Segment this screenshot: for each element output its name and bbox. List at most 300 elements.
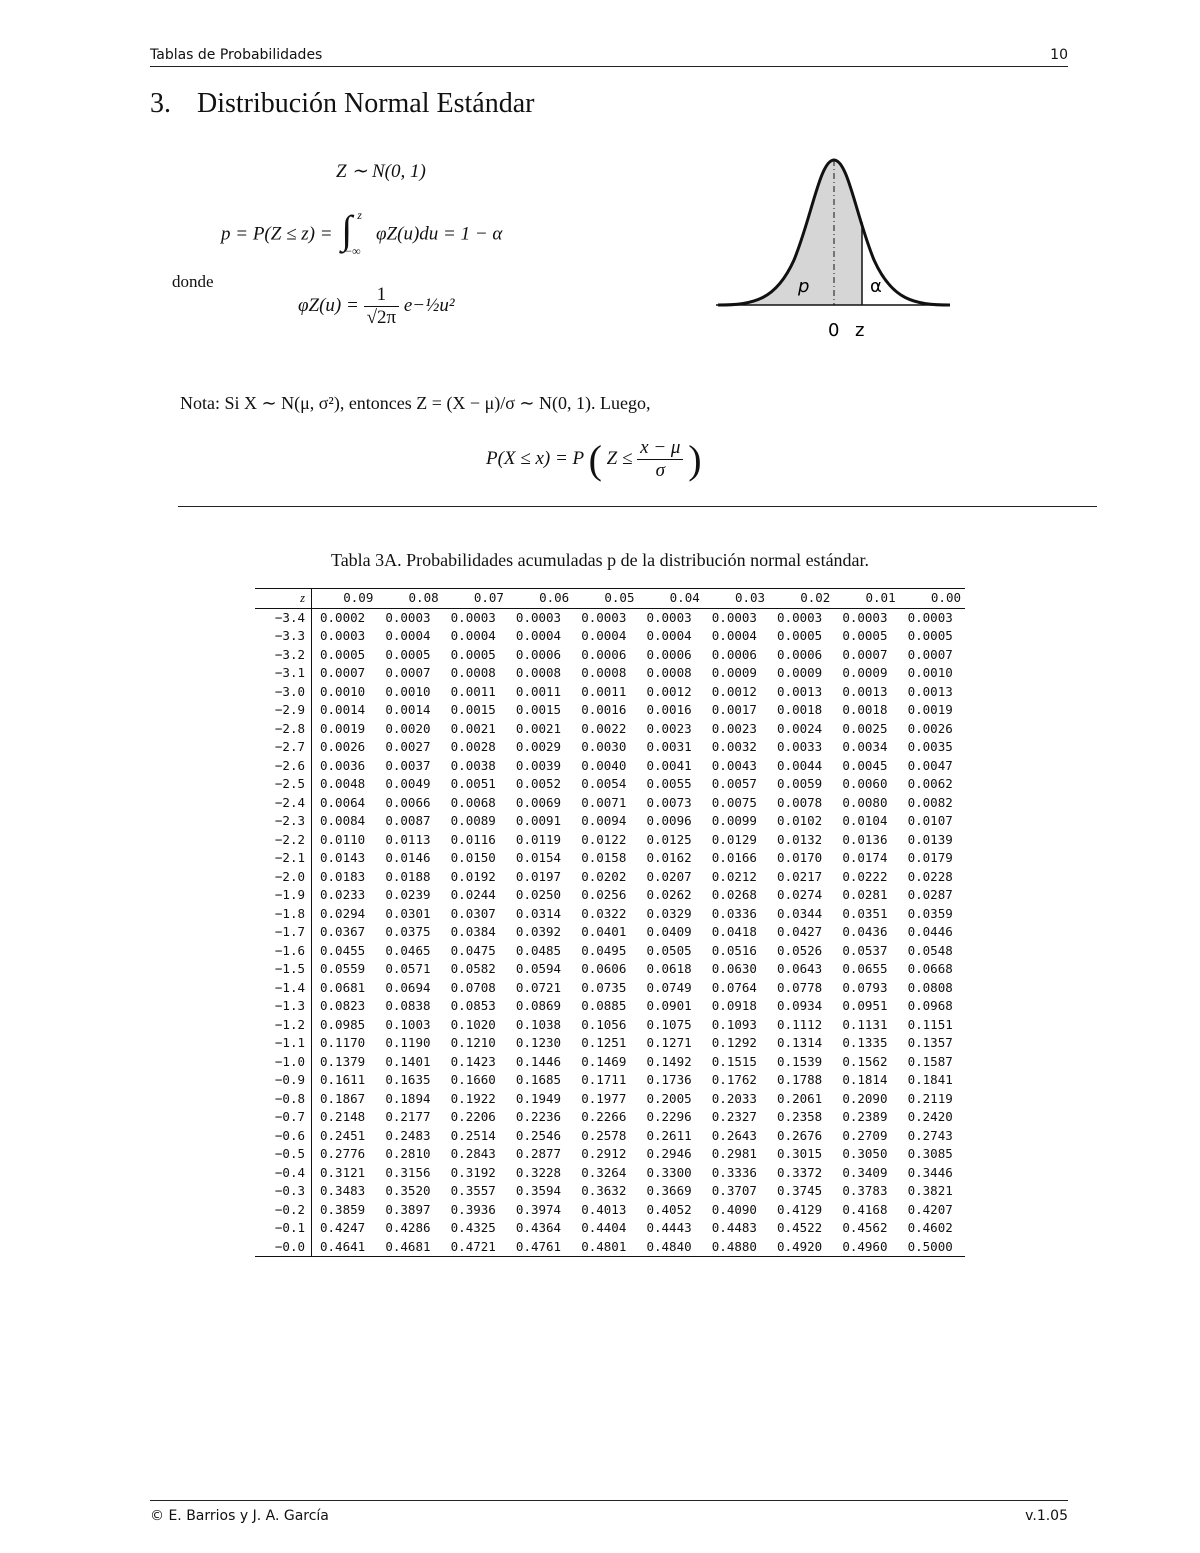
probability-cell: 0.0003 <box>450 609 496 625</box>
probability-cell: 0.0301 <box>385 905 431 921</box>
probability-cell: 0.0026 <box>907 720 953 736</box>
probability-cell: 0.1660 <box>450 1072 496 1087</box>
probability-cell: 0.0548 <box>907 942 953 958</box>
probability-cell: 0.0006 <box>777 646 823 662</box>
probability-cell: 0.0059 <box>777 776 823 791</box>
probability-cell: 0.0041 <box>646 757 692 773</box>
probability-cell: 0.0735 <box>581 979 627 995</box>
probability-cell: 0.0968 <box>907 998 953 1013</box>
label-z: z <box>855 320 865 341</box>
z-value-cell: −0.7 <box>255 1108 312 1127</box>
probability-cell: 0.3156 <box>385 1164 431 1180</box>
cdf-lhs: p = P(Z ≤ z) = <box>221 223 333 245</box>
probability-cell: 0.1075 <box>646 1016 692 1032</box>
header-col: 0.02 <box>769 589 834 609</box>
z-value-cell: −3.2 <box>255 646 312 665</box>
probability-cell: 0.0401 <box>581 924 627 939</box>
table-row <box>255 1034 965 1053</box>
table-row <box>255 1164 965 1183</box>
probability-cell: 0.0179 <box>907 850 953 865</box>
probability-cell: 0.0125 <box>646 831 692 847</box>
header-col: 0.01 <box>834 589 899 609</box>
table-row <box>255 849 965 868</box>
probability-cell: 0.0003 <box>385 609 431 625</box>
probability-cell: 0.0721 <box>515 979 562 995</box>
probability-cell: 0.0618 <box>646 961 692 976</box>
probability-cell: 0.1894 <box>385 1090 431 1106</box>
z-value-cell: −1.4 <box>255 979 312 998</box>
probability-cell: 0.4920 <box>769 1238 834 1257</box>
probability-cell: 0.0465 <box>385 942 431 958</box>
table-row <box>255 1201 965 1220</box>
probability-cell: 0.0485 <box>515 942 562 958</box>
probability-cell: 0.0084 <box>320 813 366 828</box>
probability-cell: 0.0146 <box>385 850 431 865</box>
probability-cell: 0.0202 <box>581 868 627 884</box>
shaded-area-p <box>718 160 862 305</box>
probability-cell: 0.0096 <box>646 813 692 828</box>
probability-cell: 0.0008 <box>646 665 692 680</box>
probability-cell: 0.0104 <box>842 813 888 828</box>
probability-cell: 0.0228 <box>907 868 953 884</box>
probability-cell: 0.0885 <box>581 998 627 1013</box>
std-fraction <box>637 437 683 482</box>
probability-cell: 0.1685 <box>515 1072 562 1087</box>
z-value-cell: −2.0 <box>255 868 312 887</box>
probability-cell: 0.0012 <box>711 683 757 699</box>
table-row <box>255 979 965 998</box>
probability-cell: 0.0003 <box>581 609 627 625</box>
table-row <box>255 923 965 942</box>
footer-authors: © E. Barrios y J. A. García <box>150 1508 329 1524</box>
probability-cell: 0.1423 <box>450 1053 496 1069</box>
probability-cell: 0.4168 <box>842 1201 888 1217</box>
probability-cell: 0.3520 <box>385 1183 431 1198</box>
probability-cell: 0.0823 <box>320 998 366 1013</box>
probability-cell: 0.3050 <box>842 1146 888 1161</box>
z-value-cell: −2.1 <box>255 849 312 868</box>
probability-cell: 0.0222 <box>842 868 888 884</box>
probability-cell: 0.0022 <box>581 720 627 736</box>
probability-cell: 0.2676 <box>777 1127 823 1143</box>
probability-cell: 0.0016 <box>581 702 627 717</box>
probability-cell: 0.0010 <box>385 683 431 699</box>
probability-cell: 0.0274 <box>777 887 823 902</box>
probability-cell: 0.3783 <box>842 1183 888 1198</box>
probability-cell: 0.1587 <box>907 1053 953 1069</box>
z-table <box>255 588 965 1257</box>
probability-cell: 0.0051 <box>450 776 496 791</box>
z-value-cell: −0.5 <box>255 1145 312 1164</box>
z-value-cell: −2.4 <box>255 794 312 813</box>
probability-cell: 0.0446 <box>907 924 953 939</box>
probability-cell: 0.0116 <box>450 831 496 847</box>
probability-cell: 0.0136 <box>842 831 888 847</box>
probability-cell: 0.3669 <box>646 1183 692 1198</box>
table-row <box>255 942 965 961</box>
probability-cell: 0.1635 <box>385 1072 431 1087</box>
probability-cell: 0.3264 <box>581 1164 627 1180</box>
probability-cell: 0.0089 <box>450 813 496 828</box>
z-value-cell: −3.3 <box>255 627 312 646</box>
probability-cell: 0.0392 <box>515 924 562 939</box>
probability-cell: 0.2776 <box>320 1146 366 1161</box>
probability-cell: 0.1335 <box>842 1035 888 1050</box>
probability-cell: 0.0080 <box>842 794 888 810</box>
running-header-title: Tablas de Probabilidades <box>150 47 323 63</box>
probability-cell: 0.0262 <box>646 887 692 902</box>
probability-cell: 0.0003 <box>320 628 366 643</box>
integral-lower-limit: −∞ <box>345 244 361 258</box>
probability-cell: 0.0351 <box>842 905 888 921</box>
probability-cell: 0.0901 <box>646 998 692 1013</box>
section-number: 3. <box>150 88 171 119</box>
probability-cell: 0.3372 <box>777 1164 823 1180</box>
probability-cell: 0.2709 <box>842 1127 888 1143</box>
probability-cell: 0.0197 <box>515 868 562 884</box>
probability-cell: 0.0094 <box>581 813 627 828</box>
probability-cell: 0.2389 <box>842 1109 888 1124</box>
probability-cell: 0.0119 <box>515 831 562 847</box>
z-value-cell: −1.6 <box>255 942 312 961</box>
probability-cell: 0.2061 <box>777 1090 823 1106</box>
z-value-cell: −0.2 <box>255 1201 312 1220</box>
footer-version: v.1.05 <box>1025 1508 1068 1524</box>
probability-cell: 0.0002 <box>320 609 366 625</box>
z-value-cell: −1.7 <box>255 923 312 942</box>
probability-cell: 0.0559 <box>320 961 366 976</box>
probability-cell: 0.5000 <box>900 1238 965 1257</box>
z-value-cell: −1.8 <box>255 905 312 924</box>
header-col: 0.05 <box>573 589 638 609</box>
header-rule <box>150 66 1068 67</box>
probability-cell: 0.0087 <box>385 813 431 828</box>
pdf-numerator: 1 <box>364 284 400 307</box>
probability-cell: 0.0008 <box>450 665 496 680</box>
std-inner: Z ≤ <box>606 447 633 469</box>
probability-cell: 0.0071 <box>581 794 627 810</box>
probability-cell: 0.0838 <box>385 998 431 1013</box>
probability-cell: 0.0005 <box>450 646 496 662</box>
probability-cell: 0.0024 <box>777 720 823 736</box>
probability-cell: 0.0054 <box>581 776 627 791</box>
probability-cell: 0.0049 <box>385 776 431 791</box>
probability-cell: 0.3859 <box>320 1201 366 1217</box>
probability-cell: 0.0075 <box>711 794 757 810</box>
probability-cell: 0.4681 <box>377 1238 442 1257</box>
page-number: 10 <box>1050 47 1068 63</box>
probability-cell: 0.0668 <box>907 961 953 976</box>
probability-cell: 0.0537 <box>842 942 888 958</box>
probability-cell: 0.0139 <box>907 831 953 847</box>
pdf-lhs: φZ(u) = <box>298 294 359 316</box>
probability-cell: 0.0655 <box>842 961 888 976</box>
probability-cell: 0.0011 <box>515 683 562 699</box>
probability-cell: 0.0268 <box>711 887 757 902</box>
probability-cell: 0.0571 <box>385 961 431 976</box>
probability-cell: 0.1056 <box>581 1016 627 1032</box>
probability-cell: 0.0985 <box>320 1016 366 1032</box>
probability-cell: 0.1357 <box>907 1035 953 1050</box>
probability-cell: 0.1379 <box>320 1053 366 1069</box>
probability-cell: 0.4960 <box>834 1238 899 1257</box>
table-row <box>255 757 965 776</box>
table-row <box>255 1108 965 1127</box>
probability-cell: 0.0102 <box>777 813 823 828</box>
probability-cell: 0.0021 <box>450 720 496 736</box>
table-row <box>255 868 965 887</box>
probability-cell: 0.0384 <box>450 924 496 939</box>
probability-cell: 0.0091 <box>515 813 562 828</box>
probability-cell: 0.0122 <box>581 831 627 847</box>
probability-cell: 0.0068 <box>450 794 496 810</box>
probability-cell: 0.4562 <box>842 1220 888 1235</box>
probability-cell: 0.0021 <box>515 720 562 736</box>
probability-cell: 0.0192 <box>450 868 496 884</box>
probability-cell: 0.0073 <box>646 794 692 810</box>
probability-cell: 0.0951 <box>842 998 888 1013</box>
pdf-denominator: √2π <box>366 307 397 328</box>
probability-cell: 0.0233 <box>320 887 366 902</box>
probability-cell: 0.3897 <box>385 1201 431 1217</box>
label-zero: 0 <box>828 320 840 341</box>
probability-cell: 0.0158 <box>581 850 627 865</box>
probability-cell: 0.4522 <box>777 1220 823 1235</box>
probability-cell: 0.0329 <box>646 905 692 921</box>
probability-cell: 0.3085 <box>907 1146 953 1161</box>
probability-cell: 0.3015 <box>777 1146 823 1161</box>
probability-cell: 0.0064 <box>320 794 366 810</box>
probability-cell: 0.0023 <box>646 720 692 736</box>
probability-cell: 0.3446 <box>907 1164 953 1180</box>
probability-cell: 0.0322 <box>581 905 627 921</box>
table-row <box>255 1090 965 1109</box>
probability-cell: 0.1170 <box>320 1035 366 1050</box>
probability-cell: 0.0004 <box>450 628 496 643</box>
table-row <box>255 701 965 720</box>
probability-cell: 0.3228 <box>515 1164 562 1180</box>
table-row <box>255 1053 965 1072</box>
probability-cell: 0.0045 <box>842 757 888 773</box>
probability-cell: 0.2743 <box>907 1127 953 1143</box>
probability-cell: 0.0162 <box>646 850 692 865</box>
probability-cell: 0.0029 <box>515 739 562 754</box>
probability-cell: 0.1292 <box>711 1035 757 1050</box>
table-row <box>255 1071 965 1090</box>
probability-cell: 0.0154 <box>515 850 562 865</box>
probability-cell: 0.0030 <box>581 739 627 754</box>
probability-cell: 0.3121 <box>320 1164 366 1180</box>
label-p: p <box>798 276 810 297</box>
z-value-cell: −1.9 <box>255 886 312 905</box>
probability-cell: 0.4641 <box>312 1238 378 1257</box>
probability-cell: 0.1515 <box>711 1053 757 1069</box>
probability-cell: 0.2119 <box>907 1090 953 1106</box>
header-col: 0.06 <box>508 589 573 609</box>
probability-cell: 0.2611 <box>646 1127 692 1143</box>
probability-cell: 0.0016 <box>646 702 692 717</box>
probability-cell: 0.0020 <box>385 720 431 736</box>
probability-cell: 0.1446 <box>515 1053 562 1069</box>
z-value-cell: −2.2 <box>255 831 312 850</box>
z-value-cell: −0.1 <box>255 1219 312 1238</box>
probability-cell: 0.2206 <box>450 1109 496 1124</box>
probability-cell: 0.3821 <box>907 1183 953 1198</box>
probability-cell: 0.2420 <box>907 1109 953 1124</box>
note-text: Nota: Si X ∼ N(μ, σ²), entonces Z = (X − μ)/σ ∼ N(0, 1). Luego, <box>180 393 651 413</box>
probability-cell: 0.0582 <box>450 961 496 976</box>
probability-cell: 0.0239 <box>385 887 431 902</box>
section-divider <box>178 506 1097 507</box>
probability-cell: 0.1112 <box>777 1016 823 1032</box>
std-denominator: σ <box>655 460 665 481</box>
probability-cell: 0.0013 <box>777 683 823 699</box>
probability-cell: 0.0007 <box>907 646 953 662</box>
probability-cell: 0.0055 <box>646 776 692 791</box>
probability-cell: 0.0694 <box>385 979 431 995</box>
probability-cell: 0.0036 <box>320 757 366 773</box>
probability-cell: 0.0359 <box>907 905 953 921</box>
z-value-cell: −0.8 <box>255 1090 312 1109</box>
probability-cell: 0.0009 <box>711 665 757 680</box>
probability-cell: 0.4325 <box>450 1220 496 1235</box>
probability-cell: 0.1736 <box>646 1072 692 1087</box>
z-value-cell: −2.8 <box>255 720 312 739</box>
probability-cell: 0.0314 <box>515 905 562 921</box>
probability-cell: 0.0526 <box>777 942 823 958</box>
table-row <box>255 646 965 665</box>
probability-cell: 0.0069 <box>515 794 562 810</box>
probability-cell: 0.0003 <box>711 609 757 625</box>
probability-cell: 0.0099 <box>711 813 757 828</box>
probability-cell: 0.0034 <box>842 739 888 754</box>
section-title <box>150 88 534 120</box>
probability-cell: 0.2643 <box>711 1127 757 1143</box>
probability-cell: 0.1562 <box>842 1053 888 1069</box>
probability-cell: 0.0038 <box>450 757 496 773</box>
z-value-cell: −1.2 <box>255 1016 312 1035</box>
probability-cell: 0.0166 <box>711 850 757 865</box>
probability-cell: 0.0066 <box>385 794 431 810</box>
probability-cell: 0.0004 <box>646 628 692 643</box>
probability-cell: 0.0006 <box>646 646 692 662</box>
std-numerator: x − μ <box>637 437 683 460</box>
pdf-formula <box>298 284 455 329</box>
probability-cell: 0.0107 <box>907 813 953 828</box>
header-col: 0.08 <box>377 589 442 609</box>
pdf-fraction <box>364 284 400 329</box>
probability-cell: 0.0027 <box>385 739 431 754</box>
table-row <box>255 683 965 702</box>
probability-cell: 0.1131 <box>842 1016 888 1032</box>
probability-cell: 0.1469 <box>581 1053 627 1069</box>
probability-cell: 0.0082 <box>907 794 953 810</box>
probability-cell: 0.0183 <box>320 868 366 884</box>
probability-cell: 0.1020 <box>450 1016 496 1032</box>
probability-cell: 0.0043 <box>711 757 757 773</box>
probability-cell: 0.0129 <box>711 831 757 847</box>
std-lhs: P(X ≤ x) = P <box>486 447 584 469</box>
probability-cell: 0.0019 <box>907 702 953 717</box>
probability-cell: 0.2177 <box>385 1109 431 1124</box>
probability-cell: 0.0005 <box>842 628 888 643</box>
probability-cell: 0.1251 <box>581 1035 627 1050</box>
probability-cell: 0.0005 <box>320 646 366 662</box>
table-row <box>255 997 965 1016</box>
probability-cell: 0.2327 <box>711 1109 757 1124</box>
probability-cell: 0.1711 <box>581 1072 627 1087</box>
probability-cell: 0.0367 <box>320 924 366 939</box>
probability-cell: 0.1038 <box>515 1016 562 1032</box>
probability-cell: 0.0336 <box>711 905 757 921</box>
probability-cell: 0.2358 <box>777 1109 823 1124</box>
probability-cell: 0.4404 <box>581 1220 627 1235</box>
probability-cell: 0.2033 <box>711 1090 757 1106</box>
probability-cell: 0.4761 <box>508 1238 573 1257</box>
probability-cell: 0.0033 <box>777 739 823 754</box>
z-value-cell: −2.7 <box>255 738 312 757</box>
probability-cell: 0.1401 <box>385 1053 431 1069</box>
z-value-cell: −1.3 <box>255 997 312 1016</box>
probability-cell: 0.4129 <box>777 1201 823 1217</box>
probability-cell: 0.2981 <box>711 1146 757 1161</box>
probability-cell: 0.0018 <box>842 702 888 717</box>
distribution-formula: Z ∼ N(0, 1) <box>336 161 426 182</box>
probability-cell: 0.0409 <box>646 924 692 939</box>
probability-cell: 0.2005 <box>646 1090 692 1106</box>
probability-cell: 0.0004 <box>711 628 757 643</box>
probability-cell: 0.0003 <box>777 609 823 625</box>
probability-cell: 0.0057 <box>711 776 757 791</box>
probability-cell: 0.0436 <box>842 924 888 939</box>
table-row <box>255 831 965 850</box>
probability-cell: 0.0143 <box>320 850 366 865</box>
probability-cell: 0.0455 <box>320 942 366 958</box>
probability-cell: 0.3409 <box>842 1164 888 1180</box>
probability-cell: 0.4090 <box>711 1201 757 1217</box>
probability-cell: 0.4840 <box>638 1238 703 1257</box>
probability-cell: 0.4207 <box>907 1201 953 1217</box>
probability-cell: 0.0287 <box>907 887 953 902</box>
header-col: 0.04 <box>638 589 703 609</box>
probability-cell: 0.0018 <box>777 702 823 717</box>
probability-cell: 0.4052 <box>646 1201 692 1217</box>
probability-cell: 0.0764 <box>711 979 757 995</box>
probability-cell: 0.0643 <box>777 961 823 976</box>
table-header-row <box>255 589 965 609</box>
probability-cell: 0.3936 <box>450 1201 496 1217</box>
probability-cell: 0.3336 <box>711 1164 757 1180</box>
z-value-cell: −3.0 <box>255 683 312 702</box>
probability-cell: 0.1190 <box>385 1035 431 1050</box>
label-alpha: α <box>870 276 882 297</box>
probability-cell: 0.1151 <box>907 1016 953 1032</box>
probability-cell: 0.4602 <box>907 1220 953 1235</box>
probability-cell: 0.1230 <box>515 1035 562 1050</box>
probability-cell: 0.0008 <box>515 665 562 680</box>
probability-cell: 0.4364 <box>515 1220 562 1235</box>
probability-cell: 0.0003 <box>907 609 953 625</box>
left-paren: ( <box>588 437 602 482</box>
probability-cell: 0.0418 <box>711 924 757 939</box>
probability-cell: 0.1093 <box>711 1016 757 1032</box>
probability-cell: 0.0003 <box>646 609 692 625</box>
probability-cell: 0.0007 <box>842 646 888 662</box>
probability-cell: 0.0475 <box>450 942 496 958</box>
probability-cell: 0.2514 <box>450 1127 496 1143</box>
probability-cell: 0.0516 <box>711 942 757 958</box>
probability-cell: 0.0060 <box>842 776 888 791</box>
